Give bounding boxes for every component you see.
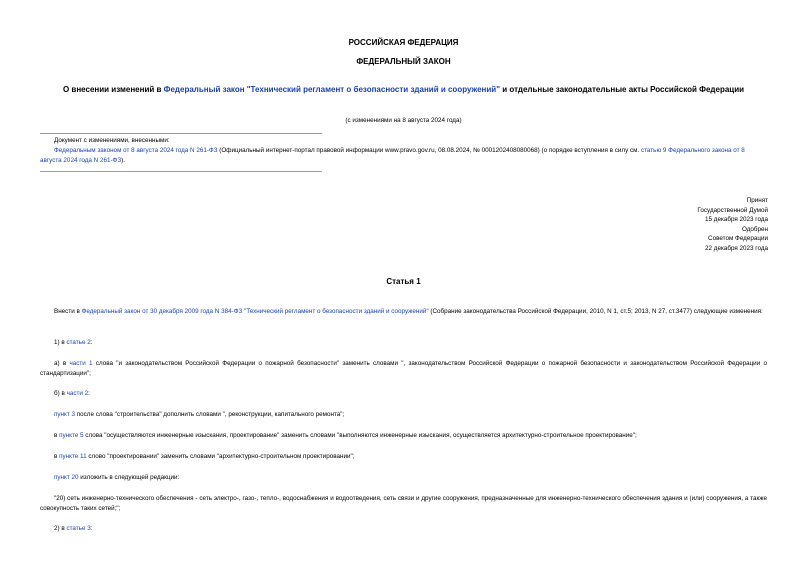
law-384-link[interactable]: Федеральный закон от 30 декабря 2009 года N 384-ФЗ "Технический регламент о безопасности зданий и сооружений" (81, 308, 429, 315)
edition-note: (с изменениями на 8 августа 2024 года) (345, 117, 462, 124)
bottom-divider (40, 171, 322, 172)
item-b (54, 389, 90, 399)
sub-item-20 (54, 473, 179, 483)
approved-date: 22 декабря 2023 года (705, 244, 768, 252)
part-2-link[interactable]: части 2 (66, 390, 89, 397)
part-1-link[interactable]: части 1 (69, 360, 93, 367)
item-a (40, 359, 767, 378)
changes-source: (Официальный интернет-портал правовой информации www.pravo.gov.ru, 08.08.2024, № 0001202408080068) (о порядке вступления в силу см. (217, 147, 641, 154)
title-prefix: О внесении изменений в (62, 85, 164, 94)
item-b-post: : (88, 390, 90, 397)
article9-link[interactable]: статью 9 Федерального закона от 8 августа 2024 года N 261-ФЗ (40, 147, 745, 164)
item-b-pre: б) в (54, 390, 67, 397)
point-20-link[interactable]: пункт 20 (54, 474, 79, 481)
article-1-heading: Статья 1 (386, 277, 421, 286)
item-1 (54, 338, 92, 348)
amending-law-link[interactable]: Федеральным законом от 8 августа 2024 года N 261-ФЗ (54, 147, 218, 154)
intro-pre: Внести в (54, 308, 82, 315)
law-title (40, 85, 767, 95)
adoption-block (568, 196, 768, 253)
sub-item-3-text: после слова "строительства" дополнить словами ", реконструкции, капитального ремонта"; (75, 411, 345, 418)
country-heading: РОССИЙСКАЯ ФЕДЕРАЦИЯ (348, 38, 459, 47)
sub-item-5 (54, 431, 637, 441)
article-3-link[interactable]: статье 3 (66, 525, 91, 532)
title-suffix: и отдельные законодательные акты Российской Федерации (500, 85, 745, 94)
point-3-link[interactable]: пункт 3 (54, 411, 75, 418)
changes-text (40, 146, 767, 165)
approved-by: Советом Федерации (708, 235, 768, 242)
top-divider (40, 133, 322, 134)
point-5-link[interactable]: пункте 5 (59, 432, 84, 439)
item-a-post: слова "и законодательством Российской Федерации о пожарной безопасности" заменить словами ", законодательством Российской Федерации о пожарной безопасности и законодательством Российской Федерации о стандартизации"; (40, 360, 767, 377)
sub-item-20-text: изложить в следующей редакции: (78, 474, 180, 481)
approved-label: Одобрен (741, 225, 768, 233)
item-2-pre: 2) в (54, 525, 67, 532)
sub-item-3 (54, 410, 344, 420)
sub-item-11-pre: в (54, 453, 60, 460)
adopted-date: 15 декабря 2023 года (705, 216, 768, 223)
point-11-link[interactable]: пункте 11 (59, 453, 87, 460)
title-link[interactable]: Федеральный закон "Технический регламент о безопасности зданий и сооружений" (163, 85, 501, 94)
adopted-by: Государственной Думой (697, 206, 768, 214)
article-2-link[interactable]: статье 2 (66, 339, 91, 346)
quote-20: "20) сеть инженерно-технического обеспечения - сеть электро-, газо-, тепло-, водоснабжения и водоотведения, сеть связи и другие сооружения, предназначенные для инженерно-технического обеспечения здания и (или) сооружения, а также совокупность таких сетей;"; (40, 495, 767, 512)
changes-label: Документ с изменениями, внесенными: (54, 137, 170, 144)
sub-item-5-text: слова "осуществляются инженерные изыскания, проектирование" заменить словами "выполняются инженерные изыскания, осуществляется архитектурно-строительное проектирование"; (83, 432, 637, 439)
sub-item-5-pre: в (54, 432, 60, 439)
changes-end: ). (121, 156, 125, 164)
item-2-post: : (90, 525, 93, 532)
item-1-post: : (90, 339, 93, 346)
item-2 (54, 524, 92, 534)
doc-type-heading: ФЕДЕРАЛЬНЫЙ ЗАКОН (356, 57, 451, 66)
adopted-label: Принят (746, 197, 768, 204)
intro-post: (Собрание законодательства Российской Федерации, 2010, N 1, ст.5; 2013, N 27, ст.3477) следующие изменения: (428, 308, 763, 315)
item-a-pre: а) в (54, 360, 70, 367)
sub-item-11 (54, 452, 354, 462)
sub-item-11-text: слово "проектировании" заменить словами "архитектурно-строительном проектировании"; (86, 453, 355, 460)
item-1-pre: 1) в (54, 339, 67, 346)
article-1-intro (40, 307, 767, 317)
